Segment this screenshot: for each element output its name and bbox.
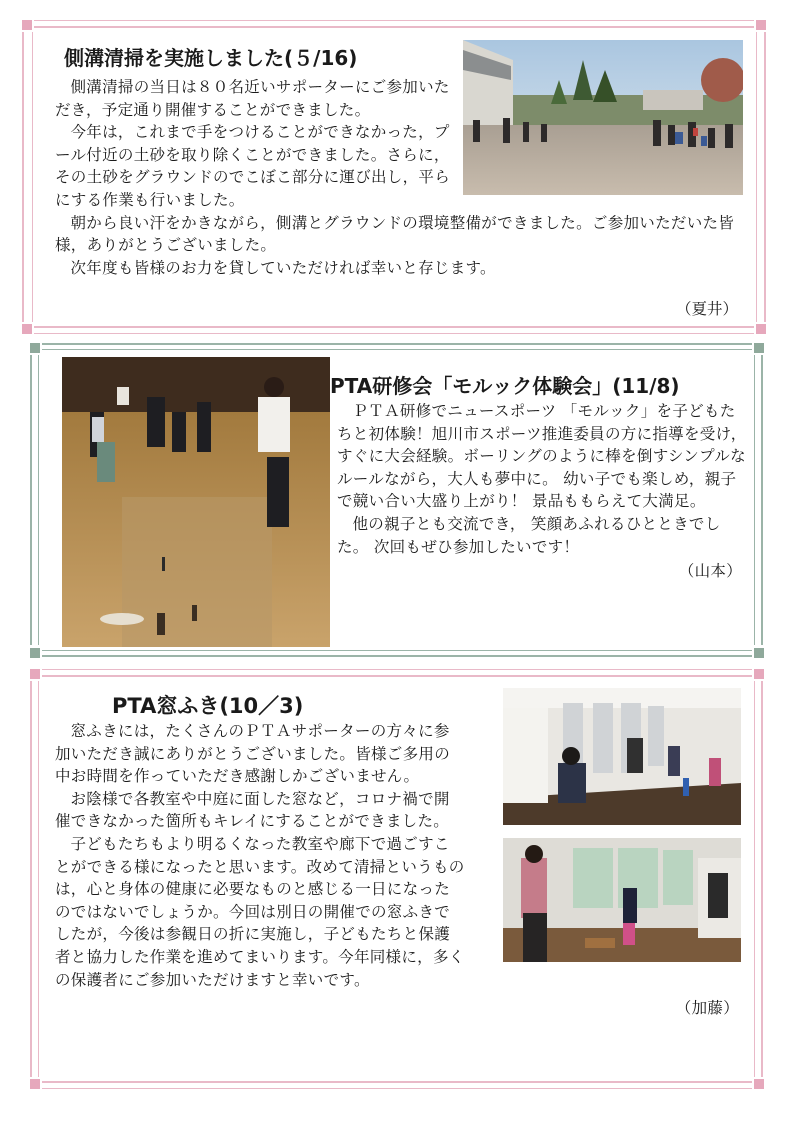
- windows-paragraph: 子どもたちもより明るくなった教室や廊下で過ごすことができる様になったと思います。改めて清掃というものは，心と身体の健康に必要なものと感じる一日になったのではないでしょうか。今回は別日の開催での窓ふきでしたが，今後は参観日の折に実施し，子どもたちと保護者と協力した作業を進めてまいります。今年同様に，多くの保護者にご参加いただけますと幸いです。: [55, 834, 465, 989]
- molkky-photo: [62, 357, 330, 647]
- cleaning-title: 側溝清掃を実施しました(５/16): [64, 46, 358, 70]
- cleaning-paragraph: 今年は，これまで手をつけることができなかった，プール付近の土砂を取り除くことができました。さらに，その土砂をグラウンドのでこぼこ部分に運び出し，平らにする作業も行いました。: [55, 123, 451, 209]
- cleaning-signature: （夏井）: [675, 300, 738, 318]
- molkky-signature: （山本）: [678, 562, 742, 581]
- cleaning-paragraph: 次年度も皆様のお力を貸していただければ幸いと存じます。: [70, 258, 496, 277]
- windows-title: PTA窓ふき(10／3): [112, 694, 304, 718]
- windows-paragraph: 窓ふきには，たくさんのＰＴＡサポーターの方々に参加いただき誠にありがとうございました。皆様ご多用の中お時間を作っていただき感謝しかございません。: [55, 722, 451, 786]
- cleaning-paragraph: 朝から良い汗をかきながら，側溝とグラウンドの環境整備ができました。ご参加いただいた皆様，ありがとうございました。: [55, 213, 735, 255]
- windows-signature: （加藤）: [675, 999, 739, 1018]
- molkky-title: PTA研修会「モルック体験会」(11/8): [330, 374, 680, 398]
- molkky-paragraph: ＰＴＡ研修でニュースポーツ 「モルック」を子どもたちと初体験！旭川市スポーツ推進委員の方に指導を受け，すぐに大会経験。ボーリングのように棒を倒すシンプルなルールながら，大人も夢中に。 幼い子でも楽しめ，親子で競い合い大盛り上がり！ 景品ももらえて大満足。: [337, 402, 747, 511]
- molkky-body: [337, 400, 750, 583]
- windows-paragraph: お陰様で各教室や中庭に面した窓など，コロナ禍で開催できなかった箇所もキレイにすることができました。: [55, 789, 450, 831]
- molkky-paragraph: 他の親子とも交流でき， 笑顔あふれるひとときでした。 次回もぜひ参加したいです！: [337, 514, 721, 556]
- windows-body: [55, 720, 745, 1020]
- cleaning-body: [55, 76, 745, 279]
- cleaning-paragraph: 側溝清掃の当日は８０名近いサポーターにご参加いただき，予定通り開催することができました。: [55, 78, 450, 119]
